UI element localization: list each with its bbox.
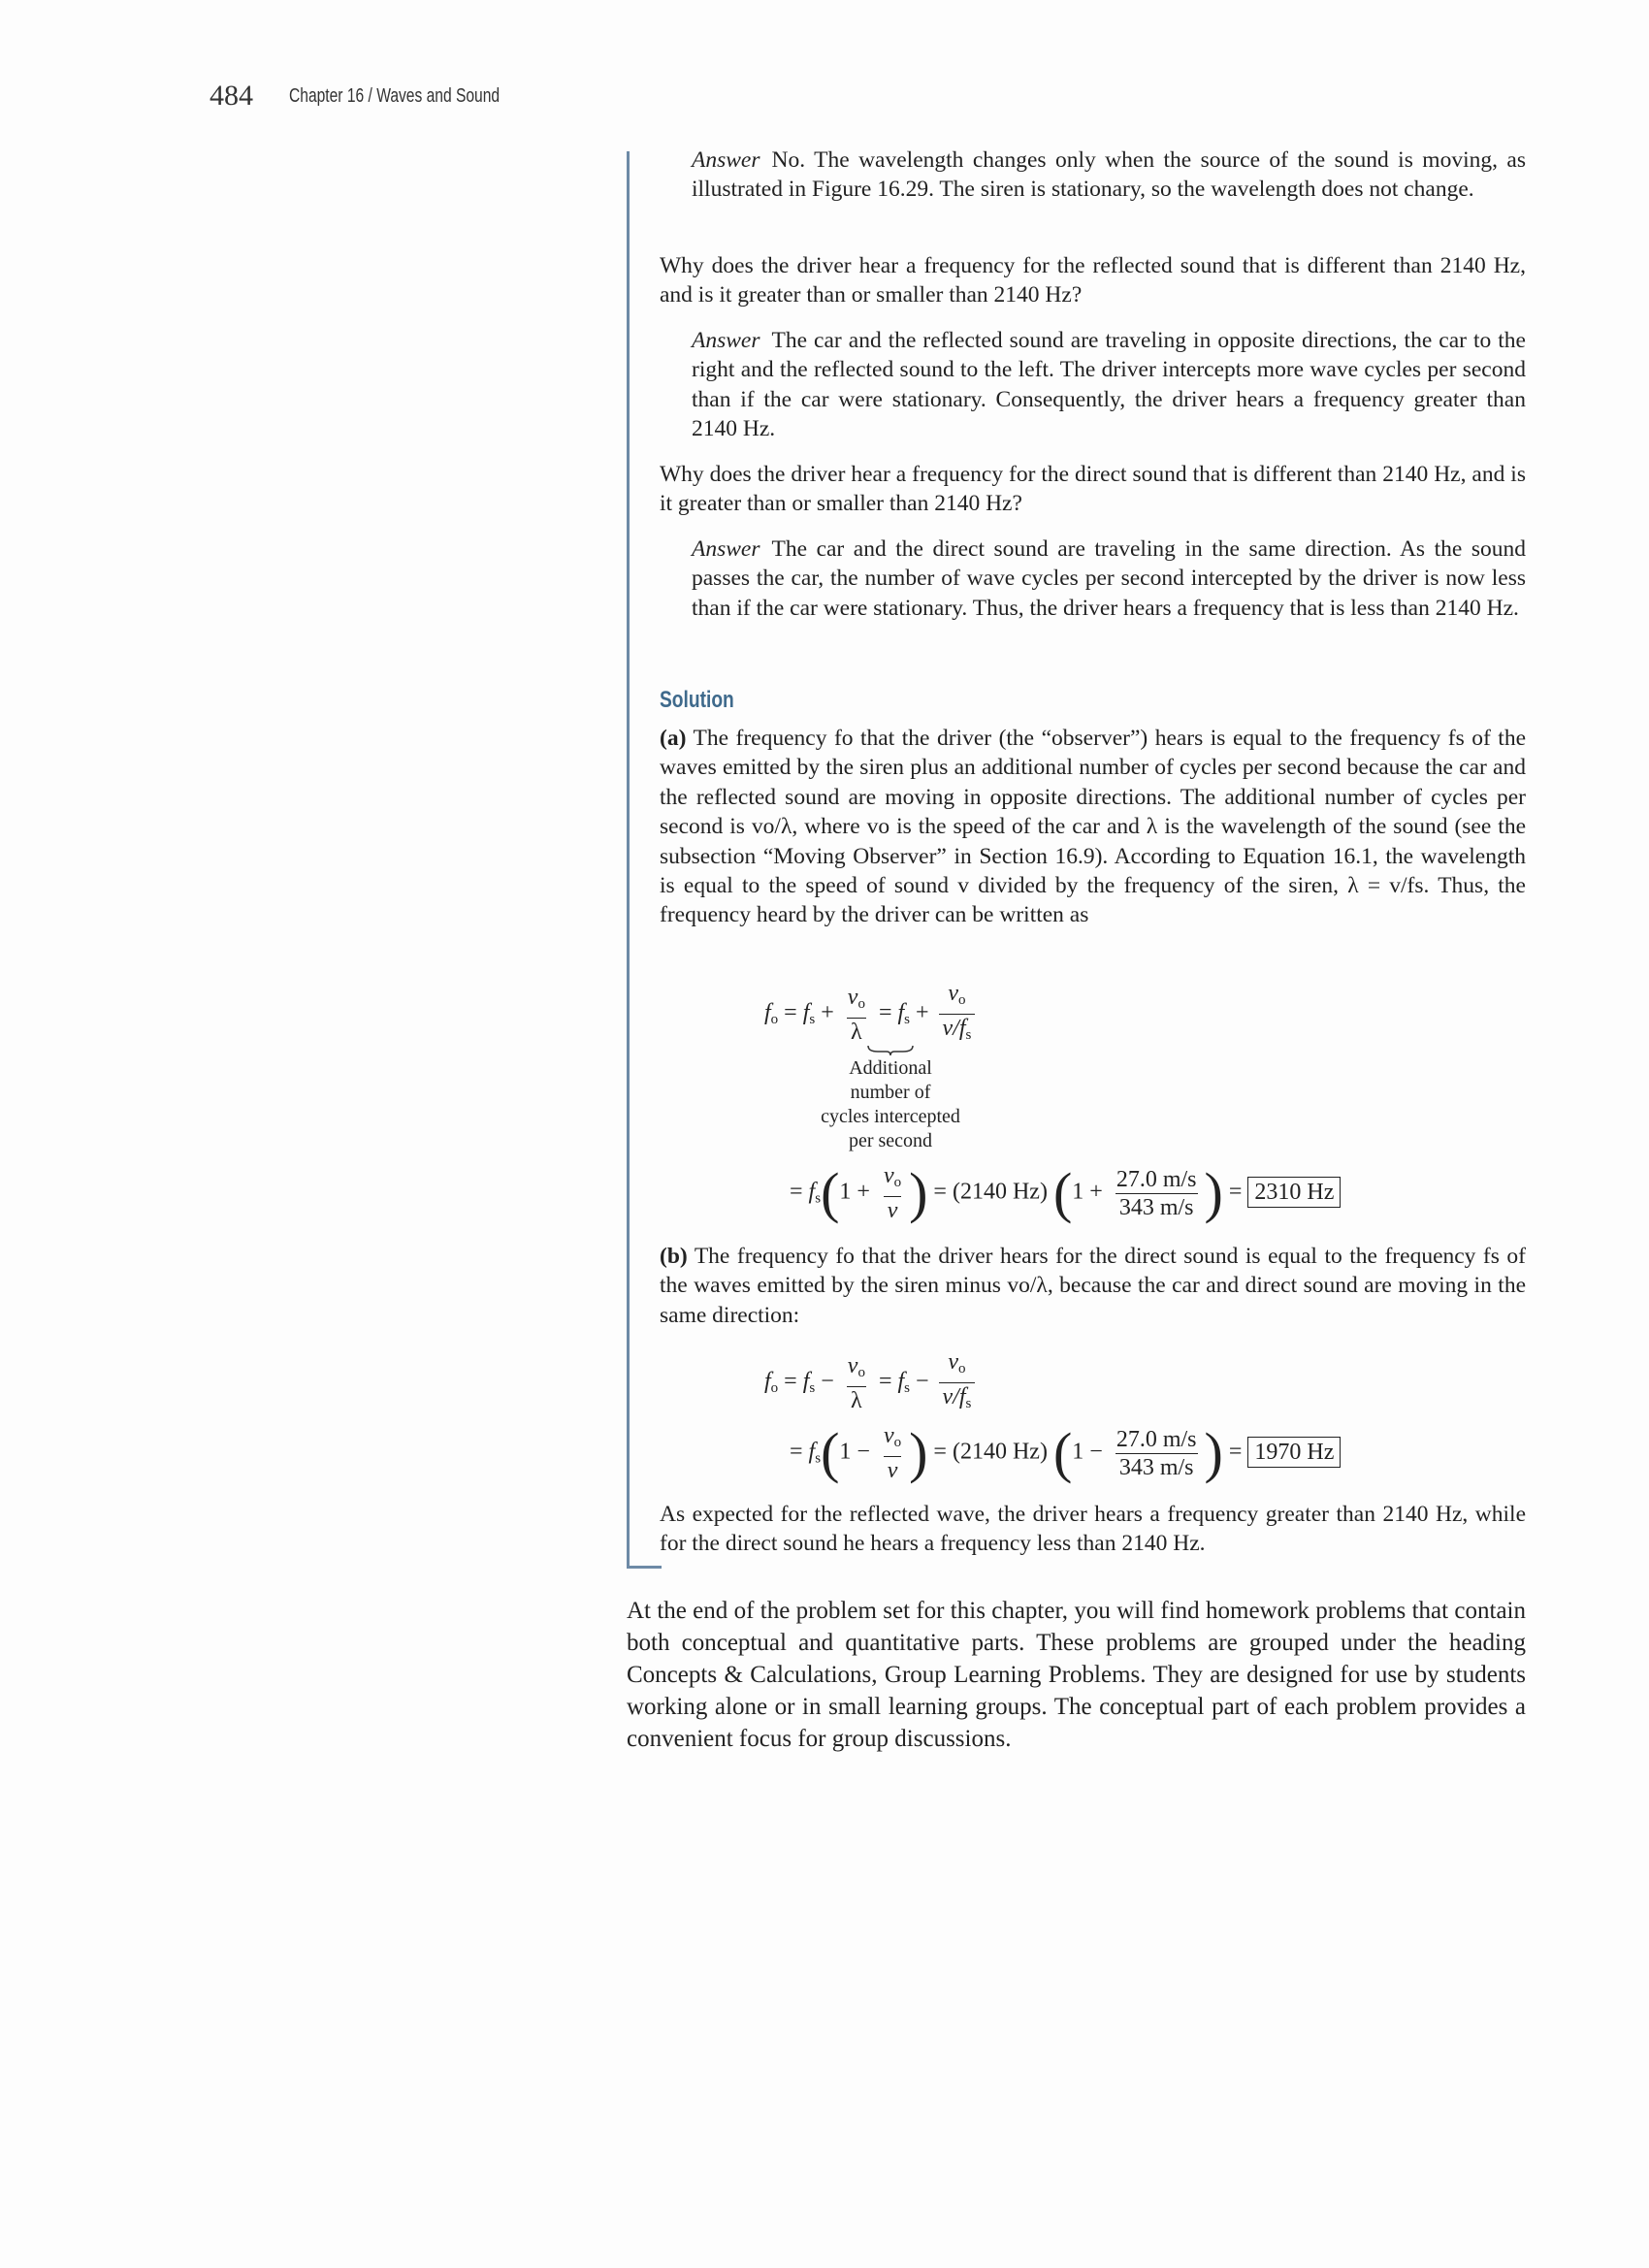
subscript: s [809,1012,816,1028]
chapter-title: Chapter 16 / Waves and Sound [289,85,501,107]
speed-car: 27.0 m/s [1116,1426,1197,1452]
given-frequency: (2140 Hz) [952,1179,1048,1205]
symbol-f: f [802,1000,810,1026]
symbol-v: v [948,981,959,1006]
subscript: s [965,1396,972,1411]
equation-b-line-1: $f_o = f_s$ − $\frac{v_o}{\lambda}$ = $f_s$ − $\frac{v_o}{v/f_s}$ [764,1348,979,1417]
question-direct: Why does the driver hear a frequency for the direct sound that is different than 2140 Hz, and is it greater than or smaller than 2140 Hz? [660,462,1526,517]
result-box: 1970 Hz [1247,1437,1341,1468]
symbol-v: v [847,984,858,1010]
note-line: number of [850,1082,931,1103]
symbol-f: f [802,1369,810,1395]
subscript: o [857,1364,865,1380]
answer-label: Answer [692,536,760,562]
subscript: s [904,1380,910,1397]
fraction [880,1162,905,1224]
symbol-f: f [764,1369,771,1395]
one: 1 [1072,1439,1084,1465]
one: 1 [1072,1179,1084,1205]
page-number: 484 [210,80,253,112]
answer-3 [692,535,1526,623]
note-line: Additional [849,1057,932,1079]
one: 1 [839,1439,852,1465]
subscript: o [770,1012,779,1028]
symbol-v: v [847,1352,858,1378]
subscript: o [857,995,865,1012]
equation-b-line-2: = $f_s(1$ − $\frac{v_o}{v}$ ) = (2140 Hz) (1 − $\frac{27.0 m/s}{343 m/s}$ ) = 1970 Hz [790,1422,1341,1484]
answer-label: Answer [692,328,760,353]
brace-note [803,1056,978,1153]
part-b-label: (b) [660,1244,688,1269]
symbol-lambda: λ [847,1386,866,1414]
equation-a-line-1: $f_o = f_s$ + $\frac{v_o}{\lambda}$ = $f_s$ + $\frac{v_o}{v/f_s}$ [764,980,979,1049]
example-side-bar [627,151,630,1568]
subscript: s [965,1027,972,1043]
subscript: s [815,1190,822,1207]
given-frequency: (2140 Hz) [952,1439,1048,1465]
answer-text: The car and the direct sound are traveling in the same direction. As the sound passes the car, the number of wave cycles per second intercepted by the driver is now less than if the car were stationary. Thus, the driver hears a frequency that is less than 2140 Hz. [692,536,1526,621]
answer-text: The car and the reflected sound are traveling in opposite directions, the car to the right and the reflected sound to the left. The driver intercepts more wave cycles per second than if the car were stationary. Consequently, the driver hears a frequency greater than 2140 Hz. [692,328,1526,442]
result-box: 2310 Hz [1247,1177,1341,1208]
symbol-v: v [884,1196,902,1224]
symbol-v: v [884,1456,902,1484]
fraction [939,1348,976,1417]
subscript: o [958,992,966,1008]
answer-1 [692,146,1526,205]
answer-label: Answer [692,147,760,173]
note-line: cycles intercepted [821,1106,960,1127]
symbol-v: v [948,1349,959,1375]
fraction [1113,1166,1201,1221]
subscript: s [815,1450,822,1467]
equation-a-line-2: = $f_s(1$ + $\frac{v_o}{v}$ ) = (2140 Hz) (1 + $\frac{27.0 m/s}{343 m/s}$ ) = 2310 Hz [790,1162,1341,1224]
symbol-f: f [808,1439,816,1465]
answer-2 [692,326,1526,444]
symbol-f: f [897,1000,905,1026]
answer-text: No. The wavelength changes only when the source of the sound is moving, as illustrated in Figure 16.29. The siren is stationary, so the wavelength does not change. [692,147,1526,203]
symbol-v-over-f: v/f [942,1384,966,1409]
symbol-lambda: λ [847,1018,866,1046]
symbol-f: f [808,1179,816,1205]
subscript: o [893,1435,902,1450]
subscript: s [904,1012,910,1028]
fraction [844,1352,869,1414]
fraction [844,984,869,1046]
one: 1 [839,1179,852,1205]
solution-heading: Solution [660,687,734,713]
symbol-f: f [897,1369,905,1395]
fraction [1113,1426,1201,1481]
question-reflected: Why does the driver hear a frequency for the reflected sound that is different than 2140 Hz, and is it greater than or smaller than 2140 Hz? [660,253,1526,308]
under-brace [866,1044,915,1057]
symbol-f: f [764,1000,771,1026]
symbol-v: v [883,1163,894,1188]
speed-sound: 343 m/s [1116,1453,1198,1481]
part-a-label: (a) [660,726,687,751]
subscript: o [770,1380,779,1397]
subscript: s [809,1380,816,1397]
speed-car: 27.0 m/s [1116,1166,1197,1192]
fraction [939,980,976,1049]
part-b-body: The frequency fo that the driver hears for the direct sound is equal to the frequency fs of the waves emitted by the siren minus vo/λ, because the car and direct sound are moving in the same direction: [660,1244,1526,1328]
fraction [880,1422,905,1484]
example-bar-foot [627,1566,662,1569]
symbol-v: v [883,1423,894,1448]
symbol-v-over-f: v/f [942,1016,966,1041]
subscript: o [893,1175,902,1190]
closing-paragraph: At the end of the problem set for this chapter, you will find homework problems that contain both conceptual and quantitative parts. These problems are grouped under the heading Concepts & Calculations, Group Learning Problems. They are designed for use by students working alone or in small learning groups. The conceptual part of each problem provides a convenient focus for group discussions. [627,1598,1526,1752]
solution-conclusion: As expected for the reflected wave, the driver hears a frequency greater than 2140 Hz, while for the direct sound he hears a frequency less than 2140 Hz. [660,1502,1526,1557]
part-b-text [660,1242,1526,1330]
part-a-body: The frequency fo that the driver (the “observer”) hears is equal to the frequency fs of the waves emitted by the siren plus an additional number of cycles per second because the car and the reflected sound are moving in opposite directions. The additional number of cycles per second is vo/λ, where vo is the speed of the car and λ is the wavelength of the sound (see the subsection “Moving Observer” in Section 16.9). According to Equation 16.1, the wavelength is equal to the speed of sound v divided by the frequency of the siren, λ = v/fs. Thus, the frequency heard by the driver can be written as [660,726,1527,928]
subscript: o [958,1361,966,1377]
speed-sound: 343 m/s [1116,1193,1198,1221]
note-line: per second [848,1130,933,1151]
part-a-text [660,724,1526,930]
